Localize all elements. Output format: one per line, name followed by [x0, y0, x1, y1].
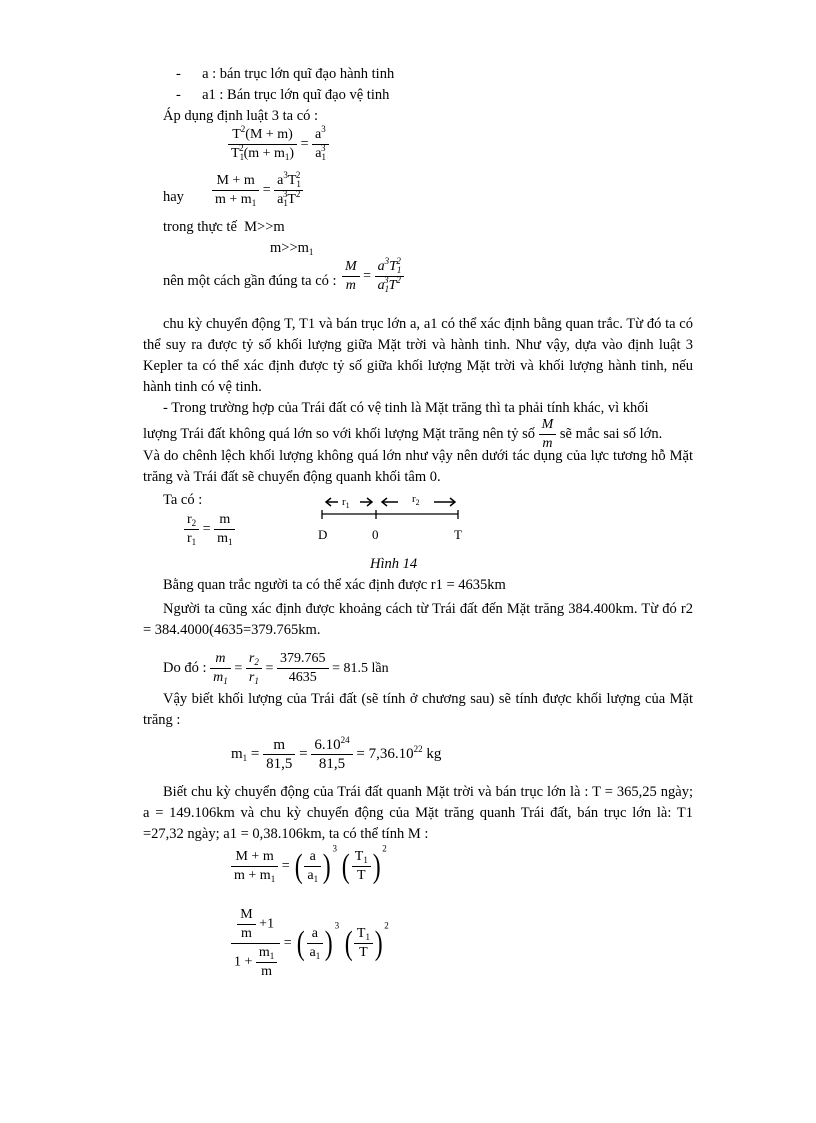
bullet-text: a1 : Bán trục lớn quĩ đạo vệ tinh: [202, 87, 390, 103]
bullet-marker: -: [176, 66, 181, 82]
m1-unit: kg: [426, 746, 442, 762]
kepler-equation: $\frac{T^2(M + m)}{T_1^2(m + m_1)}$ = $\frac{a^3}{a_1^3}$: [228, 126, 329, 163]
paragraph-2-post: sẽ mắc sai số lớn.: [559, 425, 663, 442]
condition-2: m>>m: [270, 240, 309, 256]
in-practice-label: trong thực tế: [163, 219, 237, 235]
observation-2-text: Người ta cũng xác định được khoảng cách từ Trái đất đến Mặt trăng 384.400km. Từ đó r2 = 384.4000(4635=379.765km.: [143, 601, 693, 638]
bullet-item: [176, 66, 394, 83]
paragraph-1-text: chu kỳ chuyển động T, T1 và bán trục lớn a, a1 có thể xác định bằng quan trắc. Từ đó ta có thể suy ra được tỷ số khối lượng giữa Mặt trời và hành tinh. Như vậy, dựa vào định luật 3 Kepler ta có thể xác định được tỷ số giữa khối lượng Mặt trời và khối lượng hành tinh, nếu hành tinh có vệ tinh.: [143, 316, 693, 395]
dodo-label: Do đó :: [163, 660, 207, 676]
figure-14-diagram: [300, 488, 480, 548]
label-t: T: [454, 527, 462, 542]
mass-ratio-fraction: $\frac{M}{m}$: [539, 416, 557, 453]
m1-den-1: 81,5: [266, 756, 293, 772]
condition-2-line: $m>>m_1$: [270, 240, 314, 257]
paragraph-3: [143, 446, 693, 488]
r2-right-arrow: [434, 498, 455, 506]
ratio-result: = 81.5 lần: [332, 660, 389, 676]
m1-den-2: 81,5: [318, 756, 346, 772]
dodo-line: Do đó : $\frac{m}{m_1}$ = $\frac{r_2}{r_1}$ = $\frac{379.765}{4635}$ = 81.5 lần: [163, 651, 389, 686]
bullet-text: a : bán trục lớn quĩ đạo hành tinh: [202, 66, 395, 82]
paragraph-2-line-1: - Trong trường hợp của Trái đất có vệ tinh là Mặt trăng thì ta phải tính khác, vì khối: [163, 400, 649, 416]
taco-label: Ta có :: [163, 492, 203, 508]
m1-num-2: 6.10: [314, 737, 341, 753]
in-practice-line: [163, 219, 285, 236]
bullet-item: [176, 87, 389, 104]
figure-caption: Hình 14: [370, 556, 418, 572]
label-d: D: [318, 527, 328, 542]
final-equation-1: $\frac{M + m}{m + m_1}$ = ( $\frac{a}{a_1}$ ) $^3$ ( $\frac{T_1}{T}$ ) $^2$: [231, 848, 387, 885]
paragraph-3-text: Và do chênh lệch khối lượng không quá lớn như vậy nên dưới tác dụng của lực tương hỗ Mặt trăng và Trái đất sẽ chuyển động quanh khối tâm 0.: [143, 448, 693, 485]
radius-ratio-equation: $\frac{r_2}{r_1}$ = $\frac{m}{m_1}$: [184, 511, 235, 548]
paragraph-5: [143, 782, 693, 845]
approx-label: nên một cách gần đúng ta có :: [163, 273, 337, 289]
paragraph-1: [143, 314, 693, 398]
hay-equation: $\frac{M + m}{m + m_1}$ = $\frac{a^3T_1^2}{a_1^3T^2}$: [212, 172, 303, 209]
ratio-denominator: 4635: [288, 670, 317, 685]
final-equation-2: $\frac{M}{m}$ +1 1 + $\frac{m_1}{m}$ = ( $\frac{a}{a_1}$ ) $^3$ ( $\frac{T_1}{T}$ ) $^2$: [231, 906, 389, 981]
paragraph-4-text: Vậy biết khối lượng của Trái đất (sẽ tính ở chương sau) sẽ tính được khối lượng của Mặt trăng :: [143, 691, 693, 728]
r1-label: $r_1$: [342, 496, 350, 510]
moon-mass-equation: $m_1$ = $\frac{m}{81,5}$ = $\frac{6.10^{24}}{81,5}$ = $7,36.10^{22}$ kg: [231, 735, 442, 772]
apply-law-text: Áp dụng định luật 3 ta có :: [163, 108, 319, 124]
approx-equation: $\frac{M}{m}$ = $\frac{a^3T_1^2}{a_1^3T^2}$: [342, 258, 404, 295]
paragraph-5-text: Biết chu kỳ chuyển động của Trái đất quanh Mặt trời và bán trục lớn là : T = 365,25 ngày; a = 149.106km và chu kỳ chuyển động của Mặt trăng quanh Trái đất, bán trục lớn là: T1 =27,32 ngày; a1 = 0,38.106km, ta có thể tính M :: [143, 784, 693, 842]
r2-left-arrow: [382, 498, 398, 506]
label-0: 0: [372, 527, 379, 542]
r1-right-arrow: [360, 498, 372, 506]
bullet-marker: -: [176, 87, 181, 103]
m1-result: = 7,36.10: [356, 746, 414, 762]
hay-label: hay: [163, 189, 184, 205]
ratio-numerator: 379.765: [277, 650, 329, 669]
paragraph-4: [143, 689, 693, 731]
r1-left-arrow: [326, 498, 338, 506]
condition-1: M>>m: [244, 219, 285, 235]
r2-label: $r_2$: [412, 493, 420, 507]
m1-result-exp: 22: [413, 744, 423, 754]
observation-2: [143, 599, 693, 641]
observation-1: Bằng quan trắc người ta có thể xác định được r1 = 4635km: [163, 577, 506, 593]
m1-num-exp: 24: [340, 735, 350, 745]
paragraph-2-pre: lượng Trái đất không quá lớn so với khối lượng Mặt trăng nên tỷ số: [143, 425, 535, 442]
